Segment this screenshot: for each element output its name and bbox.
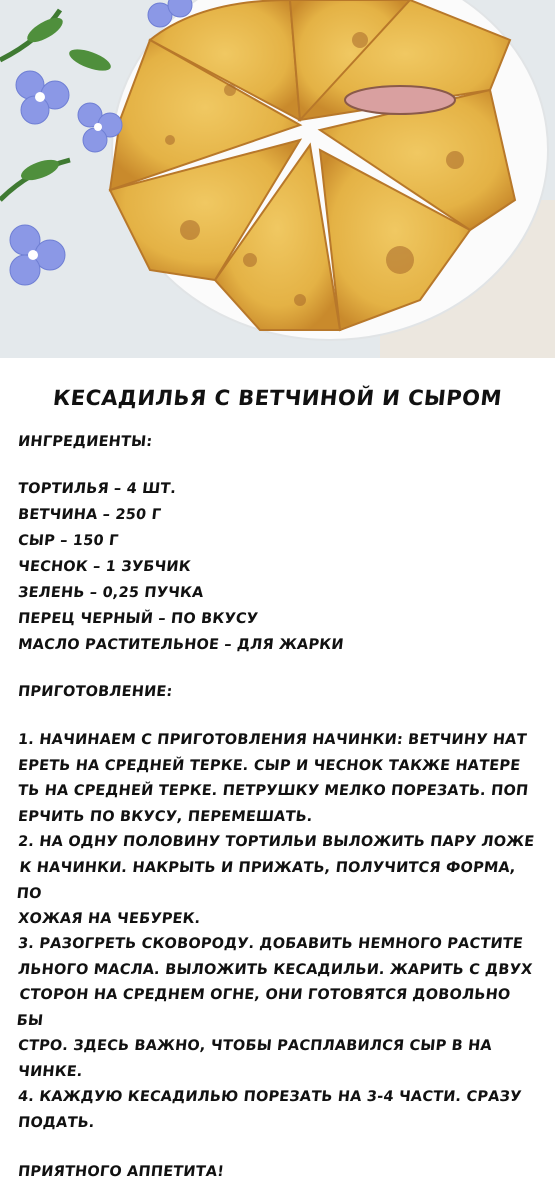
step-line: ХОЖАЯ НА ЧЕБУРЕК. [17, 910, 202, 927]
step-line: К НАЧИНКИ. НАКРЫТЬ И ПРИЖАТЬ, ПОЛУЧИТСЯ ФОРМА, ПО [15, 859, 517, 901]
step-line: ЕРЧИТЬ ПО ВКУСУ, ПЕРЕМЕШАТЬ. [17, 808, 314, 825]
preparation-steps [15, 728, 537, 1136]
food-photo [0, 0, 555, 358]
ham-filling [345, 86, 455, 114]
ingredients-heading: ИНГРЕДИЕНТЫ: [17, 434, 154, 450]
ingredient-item: ЗЕЛЕНЬ – 0,25 ПУЧКА [17, 585, 205, 601]
ingredients-list [18, 476, 537, 658]
ingredient-item: ЧЕСНОК – 1 ЗУБЧИК [17, 559, 192, 575]
recipe-card [0, 386, 555, 1180]
ingredient-item: СЫР – 150 Г [17, 533, 120, 549]
step-line: 1. НАЧИНАЕМ С ПРИГОТОВЛЕНИЯ НАЧИНКИ: ВЕТЧИНУ НАТ [17, 732, 528, 748]
ingredient-item: ПЕРЕЦ ЧЕРНЫЙ – ПО ВКУСУ [17, 611, 259, 627]
recipe-title: КЕСАДИЛЬЯ С ВЕТЧИНОЙ И СЫРОМ [51, 386, 504, 410]
ingredient-item: МАСЛО РАСТИТЕЛЬНОЕ – ДЛЯ ЖАРКИ [17, 637, 345, 653]
closing-text: ПРИЯТНОГО АППЕТИТА! [17, 1164, 225, 1180]
step-line: 3. РАЗОГРЕТЬ СКОВОРОДУ. ДОБАВИТЬ НЕМНОГО РАСТИТЕ [17, 936, 524, 952]
step-line: ЛЬНОГО МАСЛА. ВЫЛОЖИТЬ КЕСАДИЛЬИ. ЖАРИТЬ С ДВУХ [17, 961, 534, 978]
step-line: ЕРЕТЬ НА СРЕДНЕЙ ТЕРКЕ. СЫР И ЧЕСНОК ТАКЖЕ НАТЕРЕ [17, 757, 522, 774]
step-line: ЧИНКЕ. [17, 1063, 84, 1080]
ingredient-item: ВЕТЧИНА – 250 Г [17, 507, 162, 523]
step-line: СТРО. ЗДЕСЬ ВАЖНО, ЧТОБЫ РАСПЛАВИЛСЯ СЫР В НА [17, 1038, 493, 1054]
step-line: СТОРОН НА СРЕДНЕМ ОГНЕ, ОНИ ГОТОВЯТСЯ ДОВОЛЬНО БЫ [15, 987, 512, 1029]
ingredient-item: ТОРТИЛЬЯ – 4 ШТ. [17, 481, 177, 497]
step-line: 2. НА ОДНУ ПОЛОВИНУ ТОРТИЛЬИ ВЫЛОЖИТЬ ПАРУ ЛОЖЕ [17, 834, 536, 850]
quesadilla-illustration [0, 0, 555, 358]
step-line: ТЬ НА СРЕДНЕЙ ТЕРКЕ. ПЕТРУШКУ МЕЛКО ПОРЕЗАТЬ. ПОП [17, 783, 530, 799]
step-line: ПОДАТЬ. [17, 1114, 96, 1131]
step-line: 4. КАЖДУЮ КЕСАДИЛЬЮ ПОРЕЗАТЬ НА 3-4 ЧАСТИ. СРАЗУ [17, 1089, 523, 1105]
preparation-heading: ПРИГОТОВЛЕНИЕ: [17, 684, 174, 700]
